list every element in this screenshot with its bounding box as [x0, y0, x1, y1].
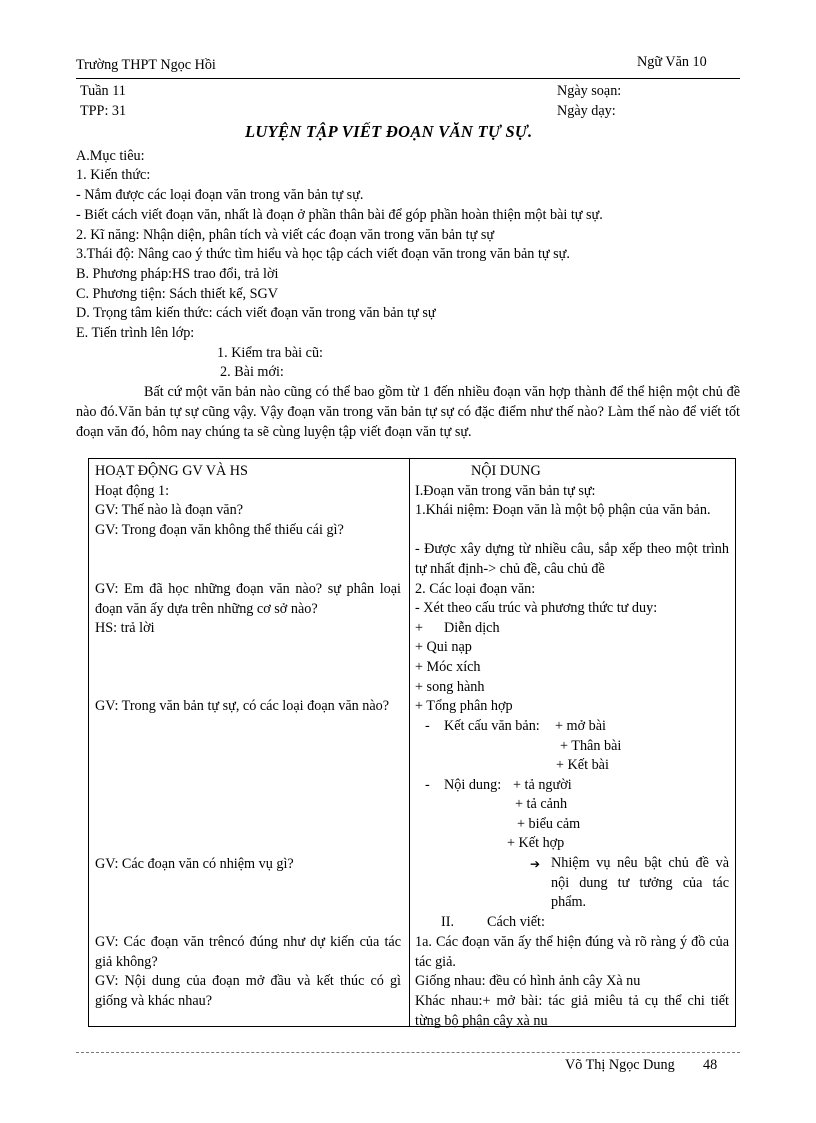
new-lesson: 2. Bài mới: [220, 364, 284, 380]
built-item: - Được xây dựng từ nhiều câu, sắp xếp theo một trình tự nhất định-> chủ đề, câu chủ đề [415, 541, 729, 577]
chain-item: + Móc xích [415, 659, 481, 675]
people-item: + tả người [513, 777, 572, 793]
subject-label: Ngữ Văn 10 [637, 54, 707, 70]
structure-dash-icon: - [425, 718, 430, 734]
combined-item: + Kết hợp [507, 835, 565, 851]
opening-item: + mở bài [555, 718, 606, 734]
content-dash-icon: - [425, 777, 430, 793]
question-6: GV: Các đoạn văn trêncó đúng như dự kiến của tác giả không? [95, 934, 401, 970]
section-1-heading: I.Đoạn văn trong văn bản tự sự: [415, 483, 596, 499]
knowledge-heading: 1. Kiến thức: [76, 167, 151, 183]
ending-item: + Kết bài [556, 757, 609, 773]
structure-label: Kết cấu văn bản: [444, 718, 540, 734]
section-2-heading: Cách viết: [487, 914, 545, 930]
week-label: Tuần 11 [80, 83, 126, 99]
student-answer: HS: trả lời [95, 620, 155, 636]
left-column-header: HOẠT ĐỘNG GV VÀ HS [95, 463, 248, 479]
scene-item: + tả cảnh [515, 796, 568, 812]
concept-item: 1.Khái niệm: Đoạn văn là một bộ phận của văn bản. [415, 502, 711, 518]
by-structure-item: - Xét theo cấu trúc và phương thức tư duy: [415, 600, 658, 616]
question-4: GV: Trong văn bản tự sự, có các loại đoạn văn nào? [95, 698, 390, 714]
intro-paragraph: Bất cứ một văn bản nào cũng có thể bao gồm từ 1 đến nhiều đoạn văn hợp thành để thể hiện một chủ đề nào đó.Văn bản tự sự cũng vậy. Vậy đoạn văn trong văn bản tự sự có đặc điểm như thế nào? Làm thế nào để viết tốt đoạn văn đó, hôm nay chúng ta sẽ cùng luyện tập viết đoạn văn tự sự. [76, 384, 740, 440]
objectives-heading: A.Mục tiêu: [76, 148, 145, 164]
prep-date-label: Ngày soạn: [557, 83, 622, 99]
content-label: Nội dung: [444, 777, 502, 793]
knowledge-item-2: - Biết cách viết đoạn văn, nhất là đoạn ở phần thân bài để góp phần hoàn thiện một bài tự sự. [76, 207, 603, 223]
check-old-lesson: 1. Kiểm tra bài cũ: [217, 345, 323, 361]
lesson-table [88, 458, 736, 1027]
task-item: Nhiệm vụ nêu bật chủ đề và nội dung tư tưởng của tác phẩm. [551, 855, 729, 911]
footer-rule [76, 1052, 740, 1053]
question-5: GV: Các đoạn văn có nhiệm vụ gì? [95, 856, 294, 872]
section-2-number: II. [441, 914, 454, 930]
skills-item: 2. Kĩ năng: Nhận diện, phân tích và viết các đoạn văn trong văn bản tự sự [76, 227, 495, 243]
different-item: Khác nhau:+ mở bài: tác giả miêu tả cụ thể chi tiết từng bộ phận cây xà nu [415, 993, 729, 1029]
same-item: Giống nhau: đều có hình ảnh cây Xà nu [415, 973, 641, 989]
author-name: Võ Thị Ngọc Dung [565, 1057, 675, 1073]
means-item: C. Phương tiện: Sách thiết kế, SGV [76, 286, 278, 302]
synthesis-item: + Tổng phân hợp [415, 698, 513, 714]
right-column-header: NỘI DUNG [471, 463, 541, 479]
point-1a: 1a. Các đoạn văn ấy thể hiện đúng và rõ ràng ý đồ của tác giả. [415, 934, 729, 970]
inductive-item: + Qui nạp [415, 639, 472, 655]
question-2: GV: Trong đoạn văn không thể thiếu cái gì? [95, 522, 344, 538]
deductive-bullet-icon: + [415, 620, 424, 636]
school-name: Trường THPT Ngọc Hồi [76, 57, 216, 73]
activity-label: Hoạt động 1: [95, 483, 170, 499]
column-divider [409, 459, 410, 1026]
period-label: TPP: 31 [80, 103, 127, 119]
knowledge-item-1: - Nắm được các loại đoạn văn trong văn bản tự sự. [76, 187, 364, 203]
focus-item: D. Trọng tâm kiến thức: cách viết đoạn văn trong văn bản tự sự [76, 305, 436, 321]
types-heading: 2. Các loại đoạn văn: [415, 581, 536, 597]
process-heading: E. Tiến trình lên lớp: [76, 325, 195, 341]
deductive-item: Diễn dịch [444, 620, 500, 636]
emotion-item: + biểu cảm [517, 816, 581, 832]
teach-date-label: Ngày dạy: [557, 103, 616, 119]
question-3: GV: Em đã học những đoạn văn nào? sự phân loại đoạn văn ấy dựa trên những cơ sở nào? [95, 581, 401, 617]
question-7: GV: Nội dung của đoạn mở đầu và kết thúc có gì giống và khác nhau? [95, 973, 401, 1009]
header-rule [76, 78, 740, 79]
lesson-title: LUYỆN TẬP VIẾT ĐOẠN VĂN TỰ SỰ. [245, 122, 533, 141]
page-number: 48 [703, 1057, 718, 1073]
attitude-item: 3.Thái độ: Nâng cao ý thức tìm hiểu và học tập cách viết đoạn văn trong văn bản tự sự. [76, 246, 570, 262]
arrow-right-icon: ➔ [530, 857, 541, 871]
question-1: GV: Thế nào là đoạn văn? [95, 502, 243, 518]
parallel-item: + song hành [415, 679, 485, 695]
body-item: + Thân bài [560, 738, 622, 754]
method-item: B. Phương pháp:HS trao đổi, trả lời [76, 266, 279, 282]
